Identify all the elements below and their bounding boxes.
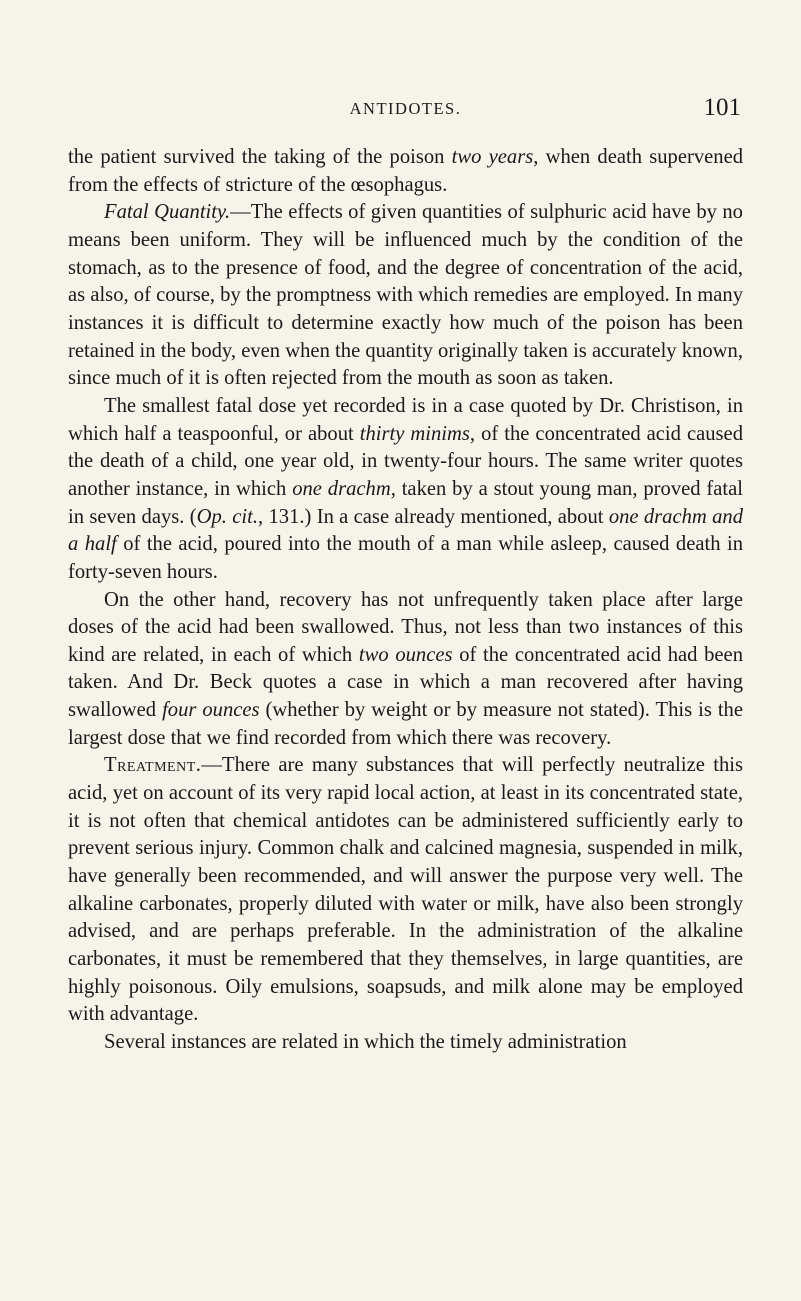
paragraph-continuation: the patient survived the taking of the poison two years, when death supervened from the effects of stricture of the œsophagus. — [68, 146, 744, 196]
running-header — [68, 96, 743, 120]
paragraph-fatal-quantity: Fatal Quantity.—The effects of given quantities of sulphuric acid have by no means been uniform. They will be influenced much by the condition of the stomach, as to the presence of food, and the degree of concentration of the acid, as also, of course, by the promptness with which remedies are employed. In many instances it is difficult to determine exactly how much of the poison has been retained in the body, even when the quantity originally taken is accurately known, since much of it is often rejected from the mouth as soon as taken. — [68, 201, 743, 390]
paragraph-recovery: On the other hand, recovery has not unfrequently taken place after large doses of the acid had been swallowed. Thus, not less than two instances of this kind are related, in each of which two ounces of the concentrated acid had been taken. And Dr. Beck quotes a case in which a man recovered after having swallowed four ounces (whether by weight or by measure not stated). This is the largest dose that we find recorded from which there was recovery. — [68, 588, 743, 749]
section-heading-fatal-quantity: Fatal Quantity. — [104, 201, 231, 224]
running-title: ANTIDOTES. — [349, 99, 462, 118]
page-number: 101 — [703, 94, 741, 121]
paragraph-timely-administration: Several instances are related in which the timely administration — [104, 1031, 627, 1053]
section-heading-treatment: Treatment. — [104, 754, 202, 777]
paragraph-treatment: Treatment.—There are many substances that will perfectly neutralize this acid, yet on account of its very rapid local action, at least in its concentrated state, it is not often that chemical antidotes can be administered sufficiently early to prevent serious injury. Common chalk and calcined magnesia, suspended in milk, have generally been recommended, and will answer the purpose very well. The alkaline carbonates, properly diluted with water or milk, have also been strongly advised, and are perhaps preferable. In the administration of the alkaline carbonates, it must be remembered that they themselves, in large quantities, are highly poisonous. Oily emulsions, soapsuds, and milk alone may be employed with advantage. — [68, 754, 743, 1026]
body-text — [68, 144, 743, 1057]
paragraph-smallest-dose: The smallest fatal dose yet recorded is in a case quoted by Dr. Christison, in which half a teaspoonful, or about thirty minims, of the concentrated acid caused the death of a child, one year old, in twenty-four hours. The same writer quotes another instance, in which one drachm, taken by a stout young man, proved fatal in seven days. (Op. cit., 131.) In a case already mentioned, about one drachm and a half of the acid, poured into the mouth of a man while asleep, caused death in forty-seven hours. — [68, 394, 744, 583]
